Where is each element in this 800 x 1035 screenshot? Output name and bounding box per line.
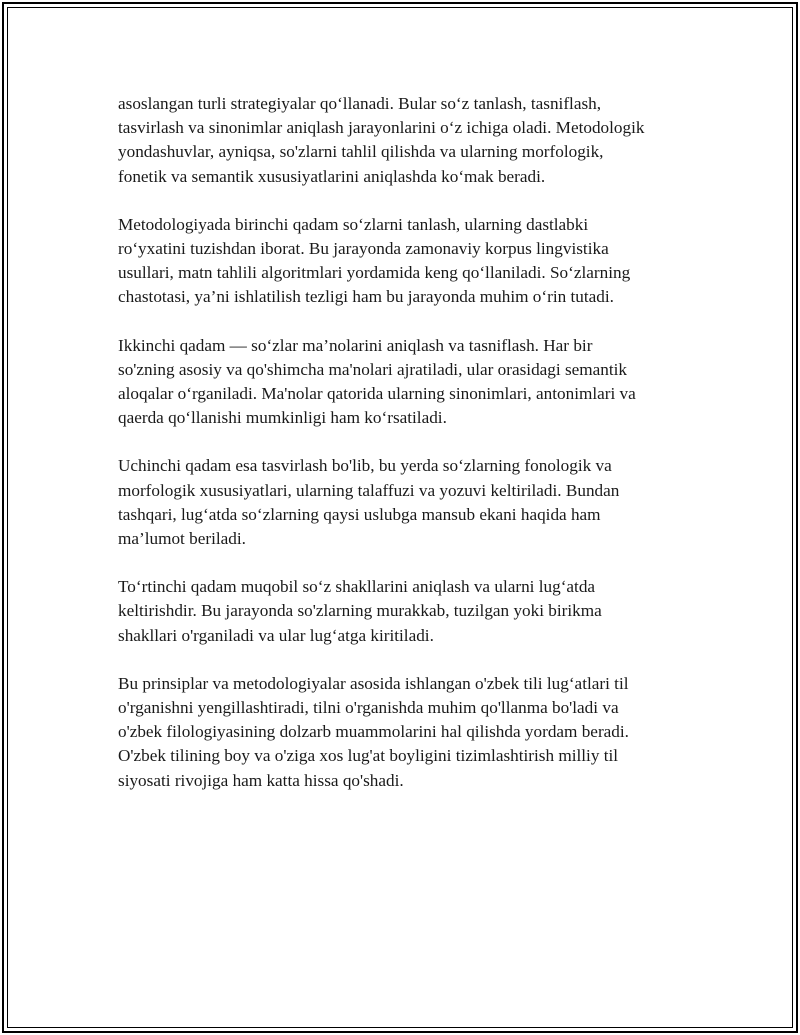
text-line: Ikkinchi qadam — so‘zlar ma’nolarini aniqlash va tasniflash. Har bir — [118, 335, 593, 355]
text-line: morfologik xususiyatlari, ularning talaffuzi va yozuvi keltiriladi. Bundan — [118, 480, 620, 500]
paragraph-5 — [118, 575, 698, 648]
text-line: To‘rtinchi qadam muqobil so‘z shakllarini aniqlash va ularni lug‘atda — [118, 577, 596, 597]
text-line: Metodologiyada birinchi qadam so‘zlarni tanlash, ularning dastlabki — [118, 214, 589, 234]
text-line: ma’lumot beriladi. — [118, 529, 246, 549]
text-line: O'zbek tilining boy va o'ziga xos lug'at boyligini tizimlashtirish milliy til — [118, 746, 619, 766]
document-body — [118, 92, 698, 817]
text-line: siyosati rivojiga ham katta hissa qo'shadi. — [118, 770, 404, 790]
text-line: keltirishdir. Bu jarayonda so'zlarning murakkab, tuzilgan yoki birikma — [118, 601, 602, 621]
text-line: chastotasi, ya’ni ishlatilish tezligi ham bu jarayonda muhim o‘rin tutadi. — [118, 287, 614, 307]
paragraph-4 — [118, 454, 698, 551]
text-line: usullari, matn tahlili algoritmlari yordamida keng qo‘llaniladi. So‘zlarning — [118, 263, 631, 283]
text-line: qaerda qo‘llanishi mumkinligi ham ko‘rsatiladi. — [118, 408, 447, 428]
text-line: tashqari, lug‘atda so‘zlarning qaysi uslubga mansub ekani haqida ham — [118, 504, 601, 524]
text-line: o'rganishni yengillashtiradi, tilni o'rganishda muhim qo'llanma bo'ladi va — [118, 698, 619, 718]
text-line: Uchinchi qadam esa tasvirlash bo'lib, bu yerda so‘zlarning fonologik va — [118, 456, 612, 476]
text-line: Bu prinsiplar va metodologiyalar asosida ishlangan o'zbek tili lug‘atlari til — [118, 673, 629, 693]
text-line: yondashuvlar, ayniqsa, so'zlarni tahlil qilishda va ularning morfologik, — [118, 142, 604, 162]
text-line: o'zbek filologiyasining dolzarb muammolarini hal qilishda yordam beradi. — [118, 722, 629, 742]
paragraph-3 — [118, 334, 698, 431]
text-line: tasvirlash va sinonimlar aniqlash jarayonlarini o‘z ichiga oladi. Metodologik — [118, 118, 645, 138]
text-line: shakllari o'rganiladi va ular lug‘atga kiritiladi. — [118, 625, 434, 645]
text-line: asoslangan turli strategiyalar qo‘llanadi. Bular so‘z tanlash, tasniflash, — [118, 94, 602, 113]
paragraph-6 — [118, 672, 698, 793]
paragraph-2 — [118, 213, 698, 310]
text-line: ro‘yxatini tuzishdan iborat. Bu jarayonda zamonaviy korpus lingvistika — [118, 239, 609, 259]
paragraph-1 — [118, 92, 698, 189]
text-line: aloqalar o‘rganiladi. Ma'nolar qatorida ularning sinonimlari, antonimlari va — [118, 384, 636, 404]
text-line: so'zning asosiy va qo'shimcha ma'nolari ajratiladi, ular orasidagi semantik — [118, 359, 628, 379]
text-line: fonetik va semantik xususiyatlarini aniqlashda ko‘mak beradi. — [118, 166, 546, 186]
